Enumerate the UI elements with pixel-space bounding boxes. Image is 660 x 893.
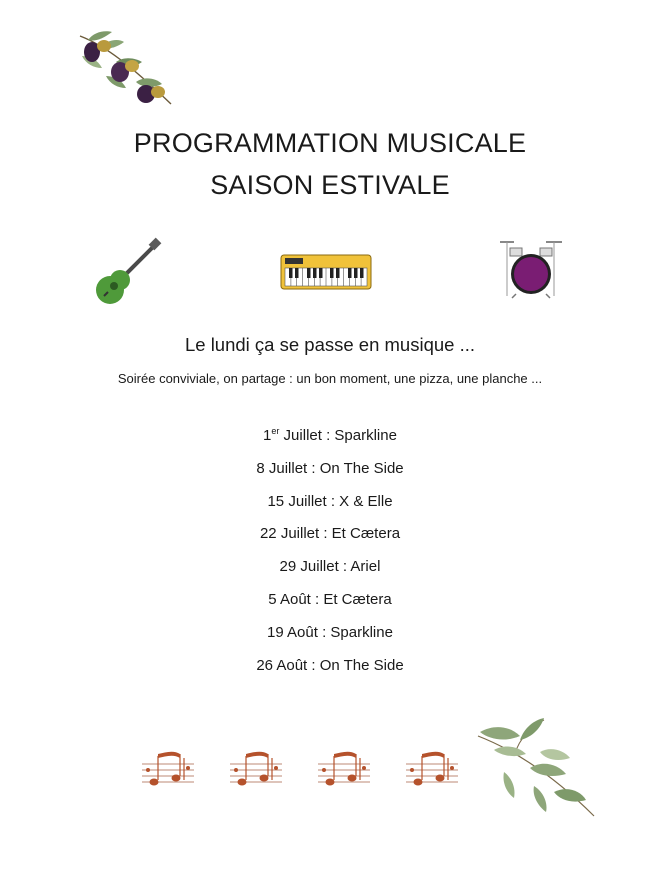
schedule-item: 22 Juillet : Et Cætera [259, 525, 401, 543]
schedule-detail: Juillet : Sparkline [279, 427, 397, 444]
concert-schedule [0, 424, 660, 686]
schedule-item [0, 424, 660, 457]
olive-branch-icon [76, 26, 176, 110]
keyboard-icon [280, 254, 372, 290]
ordinal-suffix: er [271, 426, 280, 436]
title-line-2: SAISON ESTIVALE [210, 170, 450, 200]
schedule-item: 26 Août : On The Side [256, 656, 404, 674]
title-line-1: PROGRAMMATION MUSICALE [133, 128, 527, 158]
tagline: Le lundi ça se passe en musique ... [184, 334, 475, 355]
drum-kit-icon [496, 234, 566, 300]
guitar-icon [86, 236, 164, 312]
music-notes-icon [228, 750, 284, 792]
schedule-item: 19 Août : Sparkline [267, 623, 393, 641]
music-notes-icon [140, 750, 196, 792]
olive-leaves-icon [474, 716, 598, 820]
poster-title [0, 122, 660, 206]
schedule-item: 8 Juillet : On The Side [256, 459, 404, 477]
schedule-item: 5 Août : Et Cætera [268, 590, 392, 608]
schedule-item: 29 Juillet : Ariel [279, 558, 381, 576]
schedule-item: 15 Juillet : X & Elle [267, 492, 393, 510]
schedule-day: 1 [263, 427, 272, 444]
subtitle: Soirée conviviale, on partage : un bon moment, une pizza, une planche ... [117, 371, 543, 386]
music-notes-icon [404, 750, 460, 792]
music-notes-icon [316, 750, 372, 792]
